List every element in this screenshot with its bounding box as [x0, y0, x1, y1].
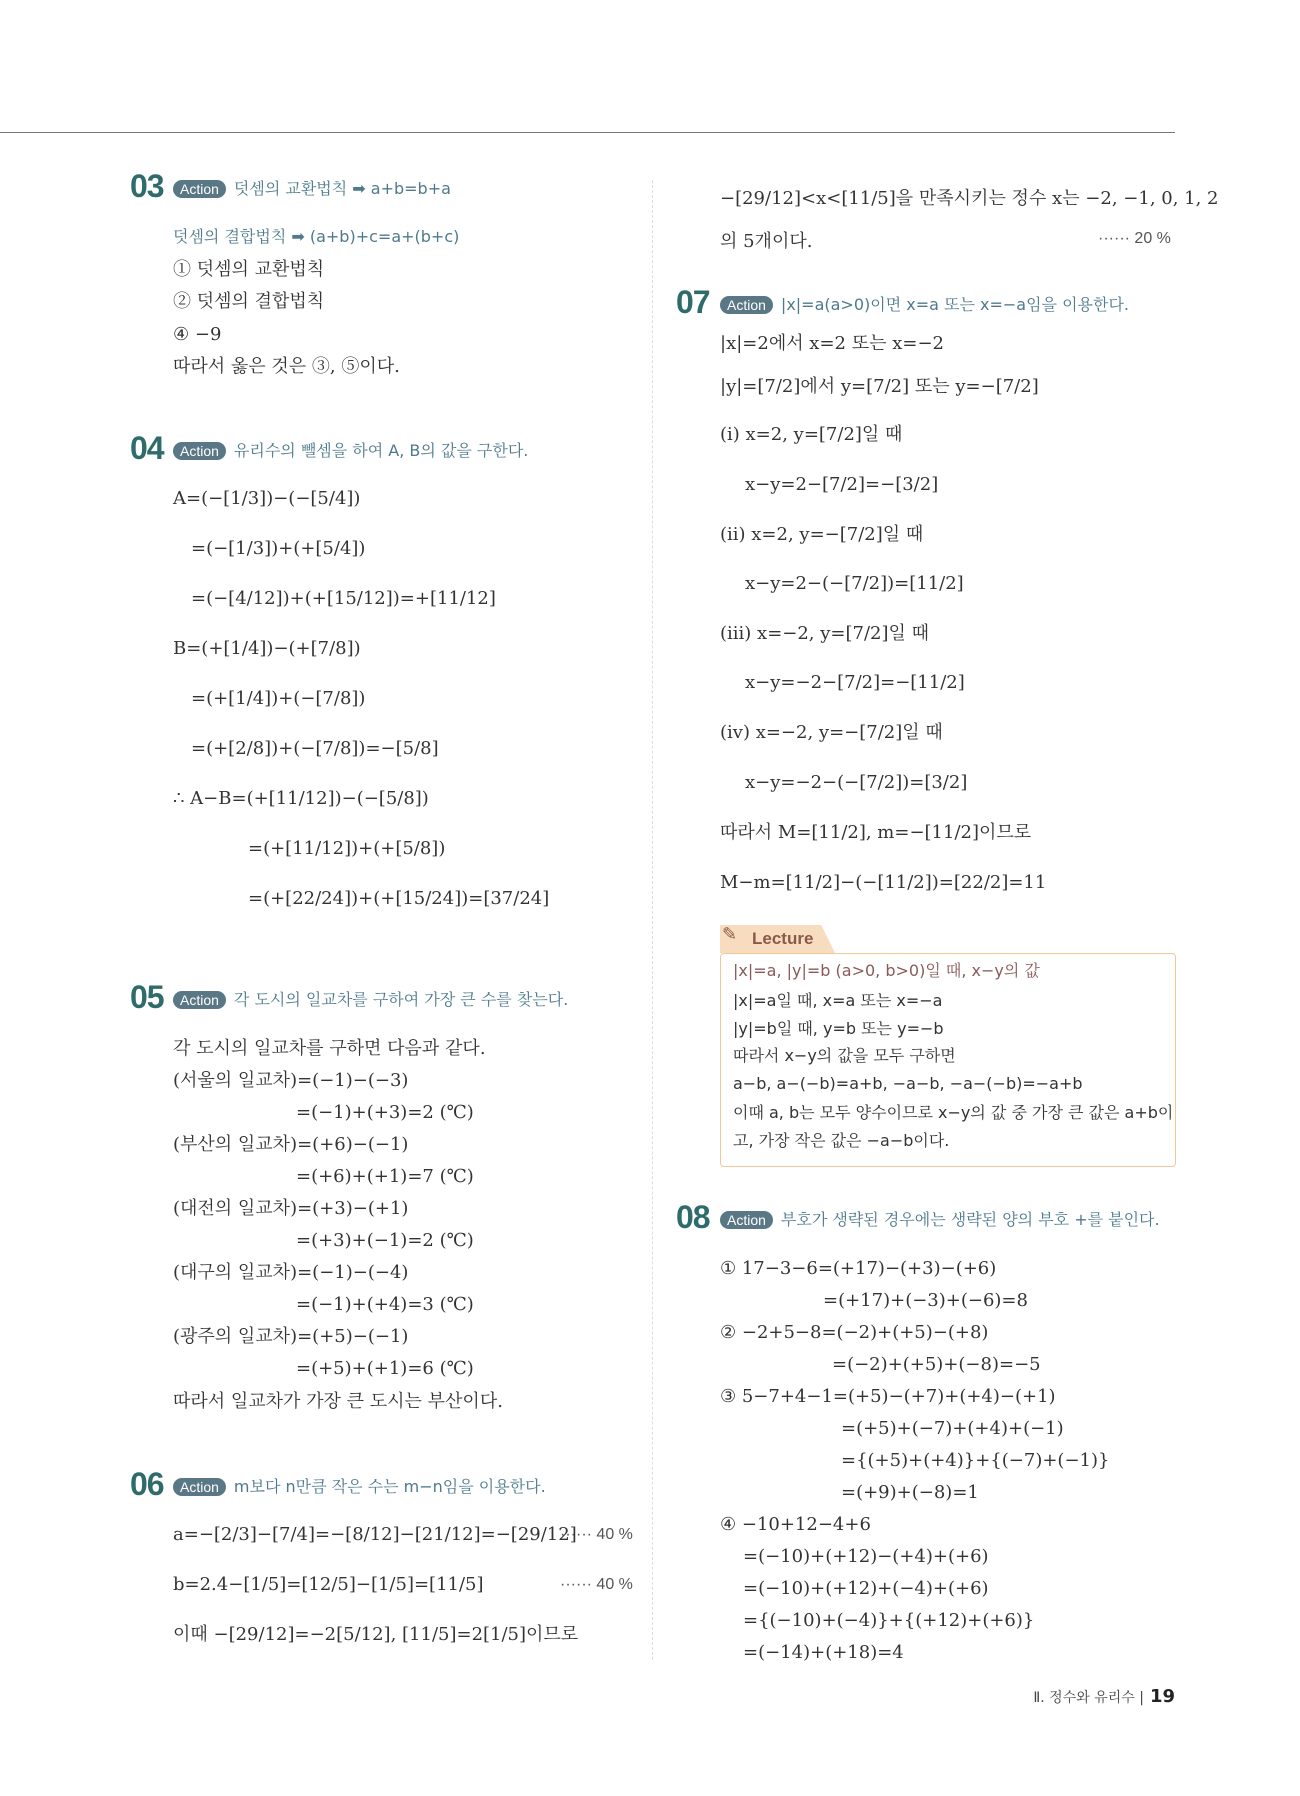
lecture-line: 고, 가장 작은 값은 −a−b이다.: [733, 1131, 950, 1150]
action-text: 각 도시의 일교차를 구하여 가장 큰 수를 찾는다.: [233, 990, 569, 1009]
solution-line: (ⅲ) x=−2, y=[7/2]일 때: [720, 623, 930, 644]
score-label: ······ 20 %: [1098, 230, 1171, 247]
solution-line: =(+5)+(+1)=6 (℃): [296, 1358, 474, 1379]
action-text: |x|=a(a>0)이면 x=a 또는 x=−a임을 이용한다.: [780, 295, 1130, 314]
chapter-label: Ⅱ. 정수와 유리수 |: [1033, 1690, 1144, 1706]
lecture-title: Lecture: [752, 929, 814, 948]
solution-line: =(+3)+(−1)=2 (℃): [296, 1230, 474, 1251]
solution-line: x−y=−2−[7/2]=−[11/2]: [745, 672, 965, 693]
solution-line: (대전의 일교차)=(+3)−(+1): [173, 1198, 409, 1219]
action-header: [720, 1207, 1160, 1230]
solution-line: (ⅱ) x=2, y=−[7/2]일 때: [720, 524, 924, 545]
solution-line: =(+5)+(−7)+(+4)+(−1): [841, 1418, 1064, 1439]
solution-line: =(−1)+(+4)=3 (℃): [296, 1294, 474, 1315]
solution-line: ② 덧셈의 결합법칙: [173, 291, 325, 312]
action-text: 부호가 생략된 경우에는 생략된 양의 부호 +를 붙인다.: [780, 1210, 1160, 1229]
solution-line: (ⅳ) x=−2, y=−[7/2]일 때: [720, 722, 943, 743]
page-number: 19: [1149, 1686, 1175, 1707]
lecture-line: |x|=a일 때, x=a 또는 x=−a: [733, 991, 943, 1010]
lecture-heading: |x|=a, |y|=b (a>0, b>0)일 때, x−y의 값: [733, 961, 1040, 980]
solution-line: (광주의 일교차)=(+5)−(−1): [173, 1326, 409, 1347]
solution-line: ① 덧셈의 교환법칙: [173, 259, 325, 280]
solution-line: b=2.4−[1/5]=[12/5]−[1/5]=[11/5]: [173, 1574, 484, 1595]
solution-line: |x|=2에서 x=2 또는 x=−2: [720, 333, 944, 354]
solution-line: =(+17)+(−3)+(−6)=8: [823, 1290, 1028, 1311]
action-text: 덧셈의 교환법칙 ➡ a+b=b+a: [233, 179, 451, 198]
solution-line: M−m=[11/2]−(−[11/2])=[22/2]=11: [720, 872, 1047, 893]
action-badge: Action: [173, 1478, 226, 1496]
solution-line: 따라서 M=[11/2], m=−[11/2]이므로: [720, 822, 1032, 843]
solution-line: ③ 5−7+4−1=(+5)−(+7)+(+4)−(+1): [720, 1386, 1056, 1407]
question-number: 04: [130, 430, 164, 466]
action-header: [720, 292, 1129, 315]
solution-line: =(+[11/12])+(+[5/8]): [248, 838, 446, 859]
action-header: [173, 176, 451, 199]
solution-line: (서울의 일교차)=(−1)−(−3): [173, 1070, 409, 1091]
lecture-line: 이때 a, b는 모두 양수이므로 x−y의 값 중 가장 큰 값은 a+b이: [733, 1103, 1174, 1122]
solution-line: 의 5개이다.: [720, 231, 813, 252]
lecture-line: 따라서 x−y의 값을 모두 구하면: [733, 1046, 956, 1065]
solution-line: 각 도시의 일교차를 구하면 다음과 같다.: [173, 1038, 486, 1059]
solution-line: =(+9)+(−8)=1: [841, 1482, 979, 1503]
solution-line: ={(+5)+(+4)}+{(−7)+(−1)}: [841, 1450, 1110, 1471]
solution-line: (대구의 일교차)=(−1)−(−4): [173, 1262, 409, 1283]
action-badge: Action: [173, 991, 226, 1009]
question-number: 05: [130, 979, 164, 1015]
solution-line: =(−10)+(+12)−(+4)+(+6): [743, 1546, 989, 1567]
solution-line: =(−14)+(+18)=4: [743, 1642, 904, 1663]
solution-line: A=(−[1/3])−(−[5/4]): [173, 488, 361, 509]
solution-line: (ⅰ) x=2, y=[7/2]일 때: [720, 424, 903, 445]
score-label: ······ 40 %: [560, 1576, 633, 1593]
action-badge: Action: [173, 442, 226, 460]
solution-line: ④ −9: [173, 324, 222, 345]
question-number: 06: [130, 1466, 164, 1502]
solution-line: 따라서 일교차가 가장 큰 도시는 부산이다.: [173, 1391, 503, 1412]
action-header: [173, 438, 528, 461]
lecture-line: |y|=b일 때, y=b 또는 y=−b: [733, 1019, 944, 1038]
solution-line: (부산의 일교차)=(+6)−(−1): [173, 1134, 409, 1155]
solution-line: =(−2)+(+5)+(−8)=−5: [832, 1354, 1041, 1375]
action-text: 유리수의 뺄셈을 하여 A, B의 값을 구한다.: [233, 441, 529, 460]
question-number: 08: [676, 1199, 710, 1235]
lecture-box: [720, 953, 1176, 1167]
solution-line: x−y=2−(−[7/2])=[11/2]: [745, 573, 964, 594]
column-divider: [652, 180, 653, 1660]
solution-line: 따라서 옳은 것은 ③, ⑤이다.: [173, 356, 400, 377]
action-badge: Action: [173, 180, 226, 198]
solution-line: ④ −10+12−4+6: [720, 1514, 871, 1535]
solution-line: =(−[4/12])+(+[15/12])=+[11/12]: [191, 588, 496, 609]
lecture-line: a−b, a−(−b)=a+b, −a−b, −a−(−b)=−a+b: [733, 1074, 1083, 1093]
pencil-icon: ✎: [722, 924, 738, 945]
solution-line: ={(−10)+(−4)}+{(+12)+(+6)}: [743, 1610, 1035, 1631]
solution-line: =(+[22/24])+(+[15/24])=[37/24]: [248, 888, 550, 909]
solution-line: =(−10)+(+12)+(−4)+(+6): [743, 1578, 989, 1599]
solution-line: 이때 −[29/12]=−2[5/12], [11/5]=2[1/5]이므로: [173, 1624, 579, 1645]
solution-line: B=(+[1/4])−(+[7/8]): [173, 638, 361, 659]
action-badge: Action: [720, 296, 773, 314]
solution-line: ∴ A−B=(+[11/12])−(−[5/8]): [173, 788, 429, 809]
top-rule: [0, 132, 1175, 133]
solution-line: |y|=[7/2]에서 y=[7/2] 또는 y=−[7/2]: [720, 376, 1039, 397]
question-number: 07: [676, 284, 710, 320]
solution-line: −[29/12]<x<[11/5]을 만족시키는 정수 x는 −2, −1, 0, 1, 2: [720, 188, 1219, 209]
solution-line: =(−[1/3])+(+[5/4]): [191, 538, 366, 559]
solution-line: x−y=−2−(−[7/2])=[3/2]: [745, 772, 968, 793]
score-label: ······ 40 %: [560, 1526, 633, 1543]
solution-line: =(−1)+(+3)=2 (℃): [296, 1102, 474, 1123]
solution-line: 덧셈의 결합법칙 ➡ (a+b)+c=a+(b+c): [173, 227, 460, 246]
page-footer: [1033, 1686, 1175, 1707]
action-header: [173, 987, 568, 1010]
solution-line: =(+[1/4])+(−[7/8]): [191, 688, 366, 709]
action-badge: Action: [720, 1211, 773, 1229]
solution-line: =(+[2/8])+(−[7/8])=−[5/8]: [191, 738, 439, 759]
solution-line: a=−[2/3]−[7/4]=−[8/12]−[21/12]=−[29/12]: [173, 1524, 577, 1545]
action-header: [173, 1474, 546, 1497]
solution-line: =(+6)+(+1)=7 (℃): [296, 1166, 474, 1187]
solution-line: x−y=2−[7/2]=−[3/2]: [745, 474, 939, 495]
solution-line: ① 17−3−6=(+17)−(+3)−(+6): [720, 1258, 997, 1279]
question-number: 03: [130, 168, 164, 204]
action-text: m보다 n만큼 작은 수는 m−n임을 이용한다.: [233, 1477, 546, 1496]
solution-line: ② −2+5−8=(−2)+(+5)−(+8): [720, 1322, 989, 1343]
